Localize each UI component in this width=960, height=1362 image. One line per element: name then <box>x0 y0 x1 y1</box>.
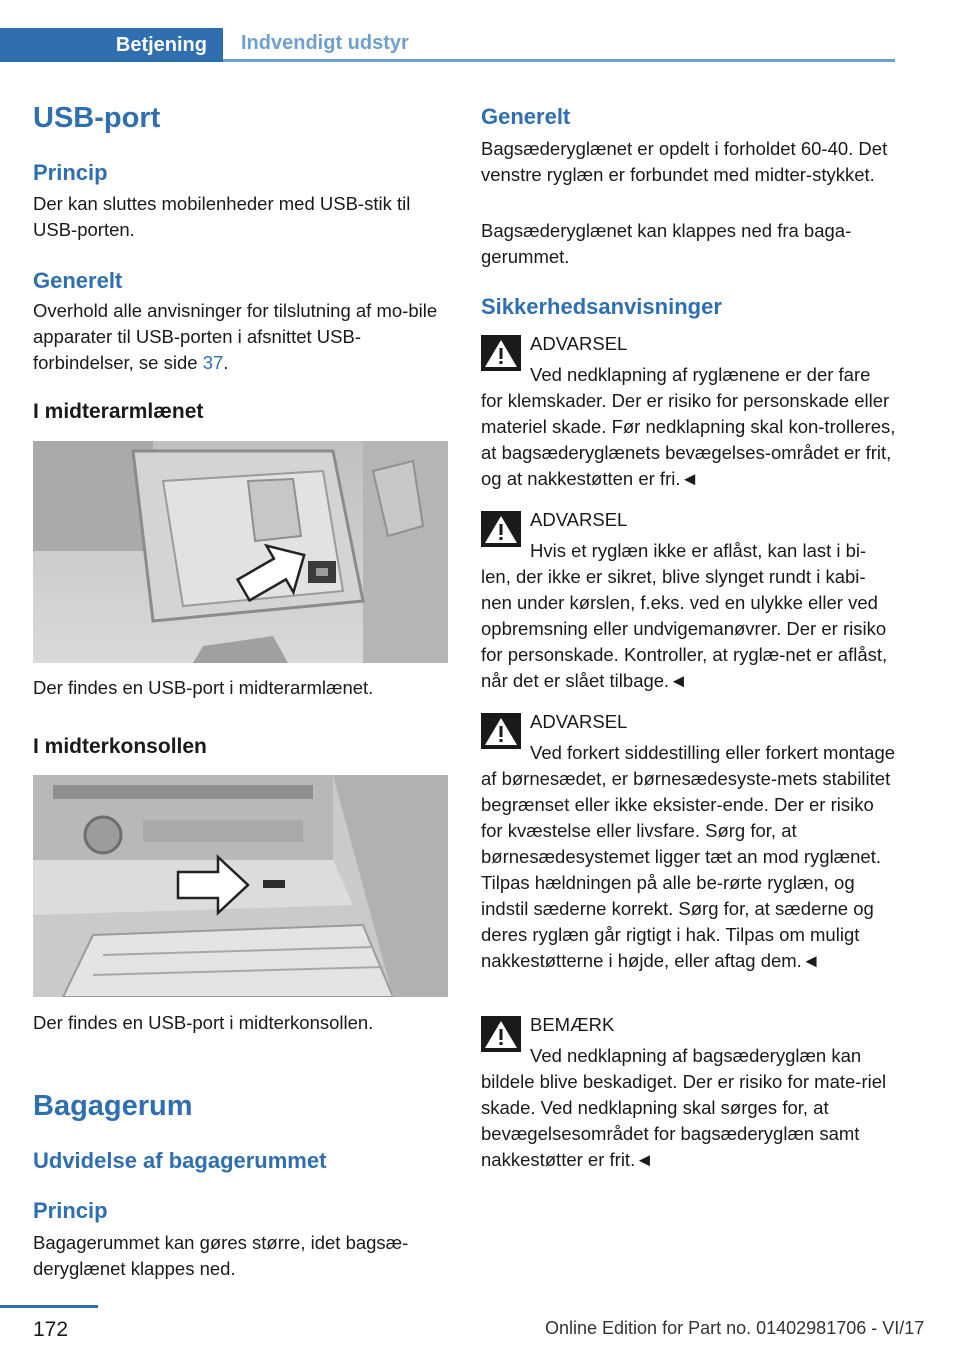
armrest-usb-photo <box>33 441 448 663</box>
page-number: 172 <box>33 1318 69 1341</box>
warning-text: Ved forkert siddestilling eller forkert montage af børnesædet, er børnesædesyste-mets stabilitet begrænset eller ikke eksister-ende. Der er risiko for kvæstelse eller livsfare. Sørg for, at børnesædesystemet ligger tæt an mod ryglænet. Tilpas hældningen på alle be-rørte ryglæn, og indstil sæderne korrekt. Sørg for, at sæderne og deres ryglæn går rigtigt i hak. Tilpas om muligt nakkestøtterne i højde, eller aftag dem.◄ <box>481 742 896 971</box>
right-generelt-p1: Bagsæderyglænet er opdelt i forholdet 60-40. Det venstre ryglæn er forbundet med midter-stykket. <box>481 138 888 185</box>
armrest-caption: Der findes en USB-port i midterarmlænet. <box>33 677 374 698</box>
princip-text: Der kan sluttes mobilenheder med USB-stik til USB-porten. <box>33 193 411 240</box>
bag-princip-text: Bagagerummet kan gøres større, idet bagsæ-deryglænet klappes ned. <box>33 1232 409 1279</box>
warning-text: Ved nedklapning af ryglænene er der fare for klemskader. Der er risiko for personskade eller materiel skade. Før nedklapning skal kon-trolleres, at bagsæderyglænets bevægelses-området er frit, og at nakkestøtten er fri.◄ <box>481 364 896 489</box>
page-link-37[interactable]: 37 <box>202 352 224 373</box>
heading-right-generelt: Generelt <box>481 104 571 129</box>
tab-betjening[interactable]: Betjening <box>0 28 223 62</box>
warning-label: ADVARSEL <box>530 509 628 530</box>
warning-label: ADVARSEL <box>530 333 628 354</box>
footer-rule <box>0 1305 98 1308</box>
generelt-text: Overhold alle anvisninger for tilslutning af mo-bile apparater til USB-porten i afsnittet USB-forbindelser, se side 37. <box>33 300 438 373</box>
section-title-usb-port: USB-port <box>33 102 161 134</box>
heading-safety: Sikkerhedsanvisninger <box>481 294 722 319</box>
warning-label: ADVARSEL <box>530 711 628 732</box>
heading-princip: Princip <box>33 160 108 185</box>
console-caption: Der findes en USB-port i midterkonsollen. <box>33 1012 374 1033</box>
note-label: BEMÆRK <box>530 1014 615 1035</box>
tab-indvendigt-udstyr[interactable]: Indvendigt udstyr <box>223 28 895 62</box>
page-header <box>0 28 895 62</box>
heading-console: I midterkonsollen <box>33 735 207 758</box>
heading-bag-princip: Princip <box>33 1198 108 1223</box>
console-usb-photo <box>33 775 448 997</box>
heading-udvidelse: Udvidelse af bagagerummet <box>33 1148 327 1173</box>
note-text: Ved nedklapning af bagsæderyglæn kan bildele blive beskadiget. Der er risiko for mate-riel skade. Ved nedklapning skal sørges for, at bevægelsesområdet for bagsæderyglæn samt nakkestøtter er frit.◄ <box>481 1045 887 1170</box>
edition-text: Online Edition for Part no. 01402981706 - VI/17 <box>545 1318 925 1338</box>
right-generelt-p2: Bagsæderyglænet kan klappes ned fra baga-gerummet. <box>481 220 852 267</box>
section-title-bagagerum: Bagagerum <box>33 1090 193 1122</box>
heading-armrest: I midterarmlænet <box>33 400 204 423</box>
warning-text: Hvis et ryglæn ikke er aflåst, kan last i bi-len, der ikke er sikret, blive slynget rundt i kabi-nen under kørslen, f.eks. ved en ulykke eller ved opbremsning eller undvigemanøvrer. Der er risiko for personskade. Kontroller, at ryglæ-net er aflåst, når det er slået tilbage.◄ <box>481 540 888 691</box>
heading-generelt: Generelt <box>33 268 123 293</box>
